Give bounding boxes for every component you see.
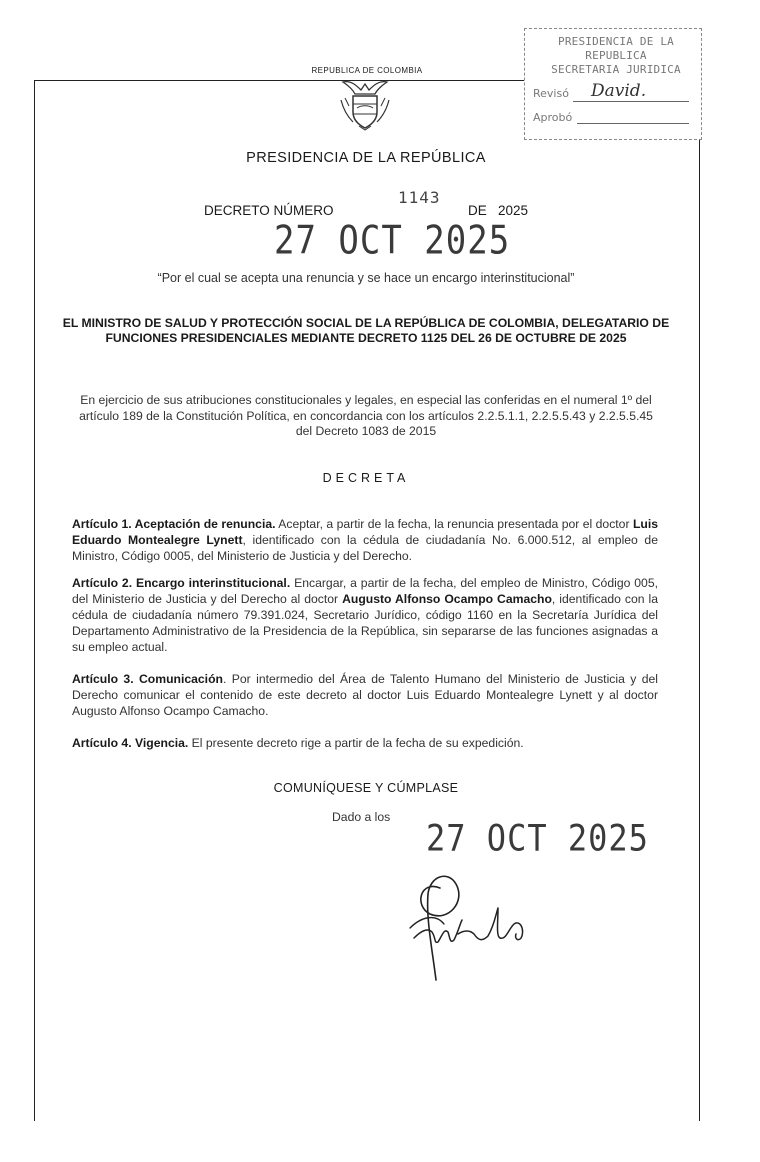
stamp-title-line1: PRESIDENCIA DE LA REPUBLICA xyxy=(558,35,674,62)
decreto-year xyxy=(468,203,528,218)
preamble: En ejercicio de sus atribuciones constitucionales y legales, en especial las conferidas en el numeral 1º del artículo 189 de la Constitución Política, en concordancia con los artículos 2.2.5.1.1, 2.2.5.5.43 y 2.2.5.5.45 del Decreto 1083 de 2015 xyxy=(79,393,653,438)
dado-label: Dado a los xyxy=(332,810,391,824)
review-stamp xyxy=(524,28,702,140)
article-2-title: Artículo 2. Encargo interinstitucional. xyxy=(72,576,291,590)
aprobo-label: Aprobó xyxy=(533,111,573,124)
reviso-line xyxy=(573,101,689,102)
coat-of-arms-icon xyxy=(337,78,393,132)
decree-subtitle: “Por el cual se acepta una renuncia y se hace un encargo interinstitucional” xyxy=(157,271,575,285)
stamp-title-line2: SECRETARIA JURIDICA xyxy=(551,63,681,76)
article-4-text: El presente decreto rige a partir de la fecha de su expedición. xyxy=(188,736,524,750)
comuniquese-heading: COMUNÍQUESE Y CÚMPLASE xyxy=(273,781,459,795)
republica-label: REPUBLICA DE COLOMBIA xyxy=(311,66,423,75)
article-2-name: Augusto Alfonso Ocampo Camacho xyxy=(342,592,552,606)
decreto-label: DECRETO NÚMERO xyxy=(204,203,334,218)
article-1-name: Luis Eduardo Montealegre Lynett xyxy=(72,517,658,547)
reviso-label: Revisó xyxy=(533,87,569,100)
decreto-year-value: 2025 xyxy=(498,203,529,218)
article-1 xyxy=(72,516,658,564)
article-4 xyxy=(72,735,658,751)
article-2-text-a: Encargar, a partir de la fecha, del empleo de Ministro, Código 005, del Ministerio de Justicia y del Derecho al doctor xyxy=(72,576,658,606)
article-3-title: Artículo 3. Comunicación xyxy=(72,672,223,686)
article-1-title: Artículo 1. Aceptación de renuncia. xyxy=(72,517,276,531)
article-1-text-a: Aceptar, a partir de la fecha, la renuncia presentada por el doctor xyxy=(275,517,633,531)
reviso-signature: David. xyxy=(591,81,647,101)
decreto-number: 1143 xyxy=(398,188,441,207)
page-title: PRESIDENCIA DE LA REPÚBLICA xyxy=(246,150,486,166)
stamp-title xyxy=(533,35,699,77)
article-4-title: Artículo 4. Vigencia. xyxy=(72,736,189,750)
article-3 xyxy=(72,671,658,719)
date-stamp-top: 27 OCT 2025 xyxy=(274,218,511,264)
minister-heading: EL MINISTRO DE SALUD Y PROTECCIÓN SOCIAL DE LA REPÚBLICA DE COLOMBIA, DELEGATARIO DE FUNCIONES PRESIDENCIALES MEDIANTE DECRETO 1125 DEL 26 DE OCTUBRE DE 2025 xyxy=(62,316,670,345)
date-stamp-bottom: 27 OCT 2025 xyxy=(426,816,649,860)
article-1-text-b: , identificado con la cédula de ciudadanía No. 6.000.512, al empleo de Ministro, Código 0005, del Ministerio de Justicia y del Derecho. xyxy=(72,533,658,563)
signature-image xyxy=(400,858,550,988)
article-3-text: . Por intermedio del Área de Talento Humano del Ministerio de Justicia y del Derecho comunicar el contenido de este decreto al doctor Luis Eduardo Montealegre Lynett y al doctor Augusto Alfonso Ocampo Camacho. xyxy=(72,672,658,718)
article-2-text-b: , identificado con la cédula de ciudadanía número 79.391.024, Secretario Jurídico, código 1160 en la Secretaría Jurídica del Departamento Administrativo de la Presidencia de la República, sin separarse de las funciones asignadas a su empleo actual. xyxy=(72,592,658,654)
aprobo-line xyxy=(577,123,689,124)
decreta-heading: DECRETA xyxy=(322,471,410,485)
decreto-de-label: DE xyxy=(468,203,487,218)
article-2 xyxy=(72,575,658,655)
